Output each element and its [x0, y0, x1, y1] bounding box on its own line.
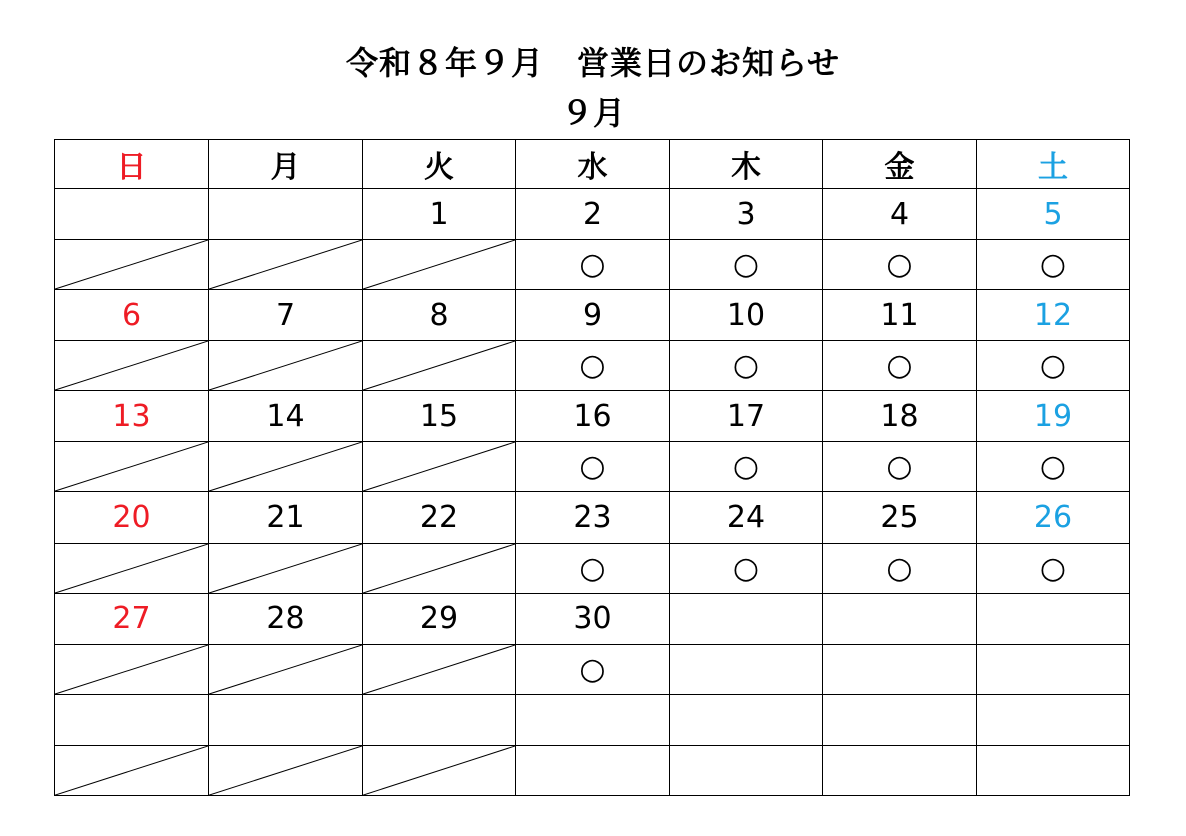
- date-cell-thu: 10: [670, 290, 823, 341]
- calendar-table: [54, 139, 1130, 796]
- weekday-header-tue: 火: [363, 140, 516, 189]
- date-cell-fri: 18: [823, 391, 977, 442]
- diagonal-slash-icon: [209, 746, 362, 795]
- diagonal-slash-icon: [55, 442, 208, 491]
- diagonal-slash-icon: [55, 645, 208, 694]
- closed-slash-cell: [209, 745, 363, 795]
- date-cell-wed: 16: [516, 391, 670, 442]
- date-cell-wed: 23: [516, 492, 670, 543]
- date-cell-sun: 27: [55, 593, 209, 644]
- empty-cell: [823, 644, 977, 694]
- open-mark-cell: ○: [516, 644, 670, 694]
- date-row: [55, 189, 1130, 240]
- date-cell-sun: 6: [55, 290, 209, 341]
- diagonal-slash-icon: [363, 442, 515, 491]
- weekday-header-sun: 日: [55, 140, 209, 189]
- empty-cell: [977, 644, 1130, 694]
- date-cell-mon: 28: [209, 593, 363, 644]
- closed-slash-cell: [363, 341, 516, 391]
- closed-slash-cell: [363, 644, 516, 694]
- open-mark-cell: ○: [670, 240, 823, 290]
- closed-slash-cell: [55, 745, 209, 795]
- weekday-header-thu: 木: [670, 140, 823, 189]
- date-cell-tue: 29: [363, 593, 516, 644]
- status-row: [55, 745, 1130, 795]
- date-cell-tue: 22: [363, 492, 516, 543]
- empty-cell: [823, 745, 977, 795]
- empty-cell: [670, 644, 823, 694]
- date-cell-sat: 12: [977, 290, 1130, 341]
- date-cell-thu: [670, 694, 823, 745]
- closed-slash-cell: [55, 442, 209, 492]
- date-cell-sun: 20: [55, 492, 209, 543]
- date-cell-sat: 19: [977, 391, 1130, 442]
- diagonal-slash-icon: [363, 645, 515, 694]
- closed-slash-cell: [363, 543, 516, 593]
- open-mark-cell: ○: [516, 240, 670, 290]
- date-row: [55, 694, 1130, 745]
- status-row: [55, 644, 1130, 694]
- closed-slash-cell: [363, 442, 516, 492]
- diagonal-slash-icon: [209, 240, 362, 289]
- date-cell-tue: [363, 694, 516, 745]
- date-cell-tue: 15: [363, 391, 516, 442]
- date-cell-fri: [823, 593, 977, 644]
- diagonal-slash-icon: [363, 341, 515, 390]
- calendar-body: [55, 189, 1130, 796]
- closed-slash-cell: [55, 240, 209, 290]
- date-cell-sun: 13: [55, 391, 209, 442]
- open-mark-cell: ○: [670, 341, 823, 391]
- open-mark-cell: ○: [823, 543, 977, 593]
- diagonal-slash-icon: [209, 442, 362, 491]
- weekday-header-sat: 土: [977, 140, 1130, 189]
- open-mark-cell: ○: [977, 341, 1130, 391]
- closed-slash-cell: [209, 240, 363, 290]
- open-mark-cell: ○: [823, 240, 977, 290]
- empty-cell: [516, 745, 670, 795]
- diagonal-slash-icon: [55, 746, 208, 795]
- diagonal-slash-icon: [363, 746, 515, 795]
- date-cell-sun: [55, 694, 209, 745]
- open-mark-cell: ○: [516, 442, 670, 492]
- date-cell-mon: 21: [209, 492, 363, 543]
- open-mark-cell: ○: [977, 442, 1130, 492]
- open-mark-cell: ○: [977, 240, 1130, 290]
- date-cell-tue: 1: [363, 189, 516, 240]
- date-cell-thu: 3: [670, 189, 823, 240]
- open-mark-cell: ○: [670, 543, 823, 593]
- diagonal-slash-icon: [363, 240, 515, 289]
- empty-cell: [977, 745, 1130, 795]
- weekday-header-fri: 金: [823, 140, 977, 189]
- status-row: [55, 240, 1130, 290]
- month-label: ９月: [560, 94, 625, 132]
- diagonal-slash-icon: [363, 544, 515, 593]
- date-cell-mon: [209, 189, 363, 240]
- date-cell-wed: 2: [516, 189, 670, 240]
- closed-slash-cell: [55, 341, 209, 391]
- date-cell-thu: 24: [670, 492, 823, 543]
- closed-slash-cell: [55, 543, 209, 593]
- weekday-header-row: [55, 140, 1130, 189]
- closed-slash-cell: [209, 341, 363, 391]
- diagonal-slash-icon: [209, 544, 362, 593]
- closed-slash-cell: [209, 644, 363, 694]
- date-cell-mon: 7: [209, 290, 363, 341]
- date-cell-sat: [977, 593, 1130, 644]
- open-mark-cell: ○: [516, 341, 670, 391]
- date-cell-sat: 26: [977, 492, 1130, 543]
- page-title: 令和８年９月 営業日のお知らせ: [345, 44, 841, 82]
- date-row: [55, 492, 1130, 543]
- open-mark-cell: ○: [516, 543, 670, 593]
- weekday-header-wed: 水: [516, 140, 670, 189]
- date-cell-fri: 25: [823, 492, 977, 543]
- date-row: [55, 290, 1130, 341]
- closed-slash-cell: [363, 745, 516, 795]
- date-cell-sun: [55, 189, 209, 240]
- diagonal-slash-icon: [209, 341, 362, 390]
- diagonal-slash-icon: [209, 645, 362, 694]
- diagonal-slash-icon: [55, 341, 208, 390]
- date-cell-thu: [670, 593, 823, 644]
- date-cell-sat: 5: [977, 189, 1130, 240]
- date-cell-mon: 14: [209, 391, 363, 442]
- date-row: [55, 391, 1130, 442]
- date-cell-mon: [209, 694, 363, 745]
- status-row: [55, 543, 1130, 593]
- status-row: [55, 341, 1130, 391]
- empty-cell: [670, 745, 823, 795]
- date-cell-fri: 4: [823, 189, 977, 240]
- open-mark-cell: ○: [670, 442, 823, 492]
- date-cell-sat: [977, 694, 1130, 745]
- date-cell-thu: 17: [670, 391, 823, 442]
- status-row: [55, 442, 1130, 492]
- diagonal-slash-icon: [55, 240, 208, 289]
- date-cell-wed: [516, 694, 670, 745]
- open-mark-cell: ○: [823, 341, 977, 391]
- date-cell-fri: [823, 694, 977, 745]
- date-cell-wed: 30: [516, 593, 670, 644]
- closed-slash-cell: [363, 240, 516, 290]
- closed-slash-cell: [209, 543, 363, 593]
- date-cell-wed: 9: [516, 290, 670, 341]
- date-row: [55, 593, 1130, 644]
- date-cell-fri: 11: [823, 290, 977, 341]
- open-mark-cell: ○: [977, 543, 1130, 593]
- weekday-header-mon: 月: [209, 140, 363, 189]
- date-cell-tue: 8: [363, 290, 516, 341]
- open-mark-cell: ○: [823, 442, 977, 492]
- closed-slash-cell: [55, 644, 209, 694]
- diagonal-slash-icon: [55, 544, 208, 593]
- closed-slash-cell: [209, 442, 363, 492]
